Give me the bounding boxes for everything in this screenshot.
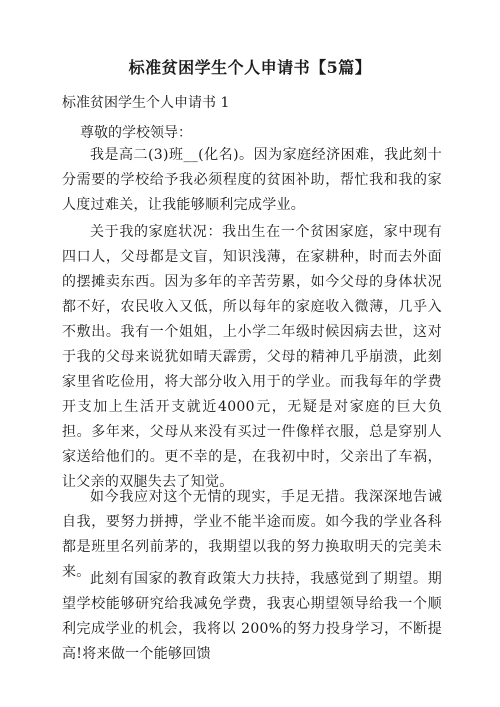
paragraph-family-situation: 关于我的家庭状况：我出生在一个贫困家庭，家中现有四口人，父母都是文盲，知识浅薄，在家耕种，时而去外面的摆摊卖东西。因为多年的辛苦劳累，如今父母的身体状况都不好，农民收入又低，所以每年的家庭收入微薄，几乎入不敷出。我有一个姐姐，上小学二年级时候因病去世，这对于我的父母来说犹如晴天霹雳，父母的精神几乎崩溃，此刻家里省吃俭用，将大部分收入用于的学业。而我每年的学费开支加上生活开支就近4000元，无疑是对家庭的巨大负担。多年来，父母从来没有买过一件像样衣服，总是穿别人家送给他们的。更不幸的是，在我初中时，父亲出了车祸，让父亲的双腿失去了知觉。: [62, 224, 442, 490]
paragraph-determination: 如今我应对这个无情的现实，手足无措。我深深地告诫自我，要努力拼搏，学业不能半途而废。如今我的学业各科都是班里名列前茅的，我期望以我的努力换取明天的完美未来。: [62, 489, 442, 580]
document-subtitle: 标准贫困学生个人申请书 1: [62, 95, 230, 111]
greeting-line: 尊敬的学校领导：: [80, 125, 192, 141]
paragraph-hope: 此刻有国家的教育政策大力扶持，我感觉到了期望。期望学校能够研究给我减免学费，我衷心期望领导给我一个顺利完成学业的机会，我将以 200%的努力投身学习，不断提高!将来做一个能够回馈: [62, 571, 442, 662]
paragraph-request: 我是高二(3)班__(化名)。因为家庭经济困难，我此刻十分需要的学校给予我必须程度的贫困补助，帮忙我和我的家人度过难关，让我能够顺利完成学业。: [62, 147, 442, 213]
document-title: 标准贫困学生个人申请书【5篇】: [128, 58, 372, 77]
